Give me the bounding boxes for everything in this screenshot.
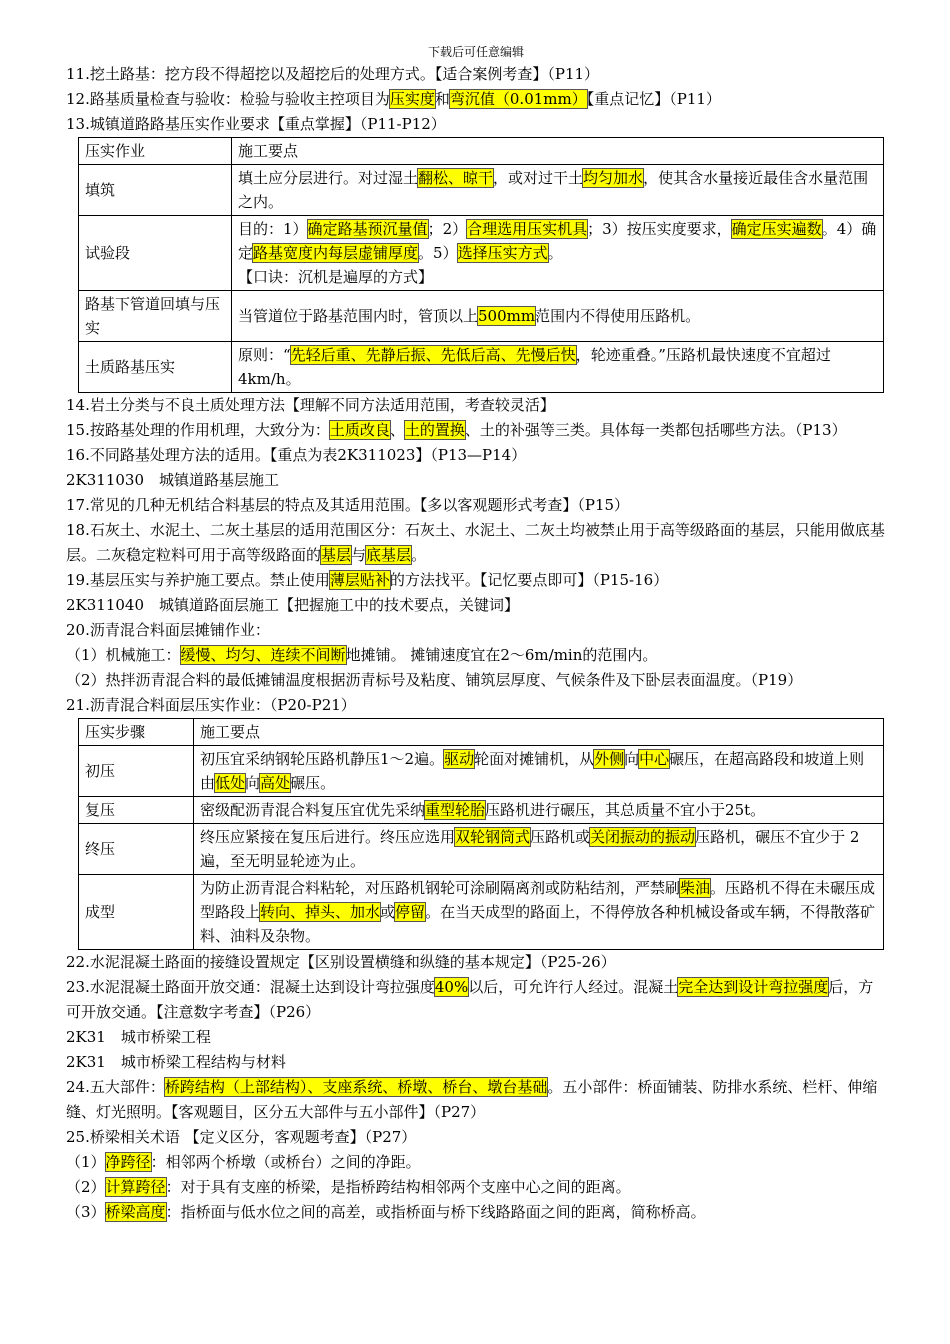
row-label: 终压 — [79, 824, 194, 875]
row-content — [232, 291, 884, 342]
highlight: 转向、掉头、加水 — [260, 903, 381, 921]
text: 【重点记忆】（P11） — [586, 90, 721, 108]
text: 压路机进行碾压，其总质量不宜小于25t。 — [485, 801, 766, 819]
text: ；3）按压实度要求， — [587, 220, 732, 238]
text: 24.五大部件： — [66, 1078, 165, 1096]
item-17: 17.常见的几种无机结合料基层的特点及其适用范围。【多以客观题形式考查】（P15） — [66, 496, 630, 514]
text: 19.基层压实与养护施工要点。禁止使用 — [66, 571, 330, 589]
text: （1） — [66, 1153, 106, 1171]
text: 范围内不得使用压路机。 — [535, 307, 701, 325]
text: 。在当天成型的路面上，不得停放各种机械设备或车辆，不得散落矿料、油料及杂物。 — [200, 903, 876, 945]
item-12 — [66, 87, 886, 112]
item-13: 13.城镇道路路基压实作业要求【重点掌握】（P11-P12） — [66, 115, 446, 133]
text: 向 — [624, 750, 640, 768]
text: 18.石灰土、水泥土、二灰土基层的适用范围区分：石灰土、水泥土、二灰土均被禁止用于高等级路面的基层，只能用做底基层。二灰稳定粒料可用于高等级路面的 — [66, 521, 885, 564]
item-25-1 — [66, 1150, 886, 1175]
text: 地摊铺。 摊铺速度宜在2～6m/min的范围内。 — [345, 646, 658, 664]
item-15 — [66, 418, 886, 443]
highlight: 低处 — [215, 774, 246, 792]
text: ；2） — [427, 220, 468, 238]
text: 与 — [351, 546, 367, 564]
text: （1）机械施工： — [66, 646, 181, 664]
item-20: 20.沥青混合料面层摊铺作业： — [66, 621, 270, 639]
table-header-cell: 压实作业 — [79, 138, 232, 165]
highlight: 路基宽度内每层虚铺厚度 — [253, 244, 419, 262]
table-header-cell: 压实步骤 — [79, 719, 194, 746]
highlight: 底基层 — [366, 546, 412, 564]
table-header-cell: 施工要点 — [232, 138, 884, 165]
highlight: 外侧 — [594, 750, 625, 768]
item-19 — [66, 568, 886, 593]
text: 23.水泥混凝土路面开放交通：混凝土达到设计弯拉强度 — [66, 978, 435, 996]
item-25-2 — [66, 1175, 886, 1200]
text: ：指桥面与低水位之间的高差，或指桥面与桥下线路路面之间的距离，简称桥高。 — [165, 1203, 706, 1221]
highlight: 完全达到设计弯拉强度 — [678, 978, 829, 996]
table-header-cell: 施工要点 — [194, 719, 884, 746]
text: 12.路基质量检查与验收：检验与验收主控项目为 — [66, 90, 390, 108]
table-row — [79, 824, 884, 875]
text: 。五小部件：桥面铺装、防排水系统、栏杆、伸缩缝、灯光照明。【客观题目，区分五大部件与五小部件】（P27） — [66, 1078, 878, 1121]
highlight: 高处 — [260, 774, 291, 792]
highlight: 土质改良 — [329, 421, 390, 439]
item-25: 25.桥梁相关术语 【定义区分，客观题考查】（P27） — [66, 1128, 417, 1146]
section-heading: 2K31 城市桥梁工程 — [66, 1028, 211, 1046]
item-24 — [66, 1075, 886, 1125]
highlight: 均匀加水 — [583, 169, 644, 187]
table-row — [79, 797, 884, 824]
item-25-3 — [66, 1200, 886, 1225]
highlight: 驱动 — [444, 750, 475, 768]
item-16: 16.不同路基处理方法的适用。【重点为表2K311023】（P13—P14） — [66, 446, 527, 464]
text: ，轮迹重叠。”压路机最快速度不宜超过4km/h。 — [238, 346, 831, 388]
text: 填土应分层进行。对过湿土 — [238, 169, 419, 187]
text: 原则：“ — [238, 346, 291, 364]
highlight: 柴油 — [680, 879, 711, 897]
text: ，或对过干土 — [493, 169, 584, 187]
text: 。 — [411, 546, 427, 564]
text: 向 — [245, 774, 261, 792]
row-content — [232, 165, 884, 216]
text: 。4）确定 — [238, 220, 877, 262]
text: 15.按路基处理的作用机理，大致分为： — [66, 421, 330, 439]
highlight: 重型轮胎 — [425, 801, 486, 819]
highlight: 关闭振动的振动 — [590, 828, 696, 846]
text: （3） — [66, 1203, 106, 1221]
table-row — [79, 746, 884, 797]
text: 密级配沥青混合料复压宜优先采纳 — [200, 801, 426, 819]
compaction-table — [78, 137, 884, 393]
item-14: 14.岩土分类与不良土质处理方法【理解不同方法适用范围，考查较灵活】 — [66, 396, 555, 414]
text: 。 — [547, 244, 563, 262]
highlight: 中心 — [639, 750, 670, 768]
row-content — [194, 875, 884, 950]
highlight: 缓慢、均匀、连续不间断 — [180, 646, 346, 664]
text: 压路机，碾压不宜少于 2遍，至无明显轮迹为止。 — [200, 828, 860, 870]
text: （2） — [66, 1178, 106, 1196]
mnemonic: 【口诀：沉机是遍厚的方式】 — [238, 268, 434, 286]
text: ，使其含水量接近最佳含水量范围之内。 — [238, 169, 869, 211]
section-heading: 2K31 城市桥梁工程结构与材料 — [66, 1053, 286, 1071]
table-row — [79, 342, 884, 393]
text: ：对于具有支座的桥梁，是指桥跨结构相邻两个支座中心之间的距离。 — [165, 1178, 631, 1196]
row-content — [194, 746, 884, 797]
row-label: 成型 — [79, 875, 194, 950]
row-label: 土质路基压实 — [79, 342, 232, 393]
text: 轮面对摊铺机，从 — [474, 750, 595, 768]
highlight: 选择压实方式 — [457, 244, 548, 262]
text: ：相邻两个桥墩（或桥台）之间的净距。 — [150, 1153, 421, 1171]
highlight: 500mm — [478, 307, 536, 325]
row-label: 复压 — [79, 797, 194, 824]
text: 终压应紧接在复压后进行。终压应选用 — [200, 828, 456, 846]
table-row — [79, 216, 884, 291]
row-label: 填筑 — [79, 165, 232, 216]
text: 。压路机不得在未碾压成型路段上 — [200, 879, 876, 921]
table-row — [79, 165, 884, 216]
row-content — [232, 342, 884, 393]
item-22: 22.水泥混凝土路面的接缝设置规定【区别设置横缝和纵缝的基本规定】（P25-26） — [66, 953, 616, 971]
text: 初压宜采纳钢轮压路机静压1～2遍。 — [200, 750, 445, 768]
highlight: 土的置换 — [404, 421, 465, 439]
highlight: 40% — [434, 978, 469, 996]
item-11: 11.挖土路基：挖方段不得超挖以及超挖后的处理方式。【适合案例考查】（P11） — [66, 65, 600, 83]
table-header-row — [79, 138, 884, 165]
highlight: 净跨径 — [105, 1153, 151, 1171]
text: 、 — [389, 421, 405, 439]
text: 碾压，在超高路段和坡道上则由 — [200, 750, 865, 792]
text: 目的：1） — [238, 220, 308, 238]
row-content — [232, 216, 884, 291]
highlight: 确定路基预沉量值 — [307, 220, 428, 238]
highlight: 薄层贴补 — [329, 571, 390, 589]
highlight: 计算跨径 — [105, 1178, 166, 1196]
text: 、土的补强等三类。具体每一类都包括哪些方法。（P13） — [464, 421, 847, 439]
item-20-2: （2）热拌沥青混合料的最低摊铺温度根据沥青标号及粘度、铺筑层厚度、气候条件及下卧层表面温度。（P19） — [66, 671, 803, 689]
page-header: 下载后可任意编辑 — [427, 45, 524, 59]
highlight: 翻松、晾干 — [418, 169, 494, 187]
item-23 — [66, 975, 886, 1025]
row-content — [194, 797, 884, 824]
text: 压路机或 — [530, 828, 591, 846]
highlight: 合理选用压实机具 — [467, 220, 588, 238]
highlight: 基层 — [321, 546, 352, 564]
item-21: 21.沥青混合料面层压实作业：（P20-P21） — [66, 696, 356, 714]
text: 。5） — [418, 244, 458, 262]
text: 当管道位于路基范围内时，管顶以上 — [238, 307, 479, 325]
text: 碾压。 — [290, 774, 336, 792]
highlight: 压实度 — [389, 90, 435, 108]
highlight: 桥梁高度 — [105, 1203, 166, 1221]
item-18 — [66, 518, 886, 568]
table-row — [79, 875, 884, 950]
text: 的方法找平。【记忆要点即可】（P15-16） — [389, 571, 669, 589]
text: 后，方可开放交通。【注意数字考查】（P26） — [66, 978, 874, 1021]
highlight: 桥跨结构（上部结构）、支座系统、桥墩、桥台、墩台基础 — [164, 1078, 548, 1096]
row-content — [194, 824, 884, 875]
highlight: 停留 — [395, 903, 426, 921]
text: 或 — [380, 903, 396, 921]
section-heading: 2K311030 城镇道路基层施工 — [66, 471, 280, 489]
highlight: 弯沉值（0.01mm） — [449, 90, 587, 108]
row-label: 初压 — [79, 746, 194, 797]
row-label: 试验段 — [79, 216, 232, 291]
table-row — [79, 291, 884, 342]
asphalt-compaction-table — [78, 718, 884, 950]
highlight: 确定压实遍数 — [731, 220, 822, 238]
text: 以后，可允许行人经过。混凝土 — [468, 978, 679, 996]
highlight: 先轻后重、先静后振、先低后高、先慢后快 — [290, 346, 576, 364]
row-label: 路基下管道回填与压实 — [79, 291, 232, 342]
item-20-1 — [66, 643, 886, 668]
text: 和 — [434, 90, 450, 108]
section-heading: 2K311040 城镇道路面层施工【把握施工中的技术要点，关键词】 — [66, 596, 520, 614]
highlight: 双轮钢筒式 — [455, 828, 531, 846]
document-page — [66, 0, 886, 1225]
table-header-row — [79, 719, 884, 746]
text: 为防止沥青混合料粘轮，对压路机钢轮可涂刷隔离剂或防粘结剂，严禁刷 — [200, 879, 681, 897]
